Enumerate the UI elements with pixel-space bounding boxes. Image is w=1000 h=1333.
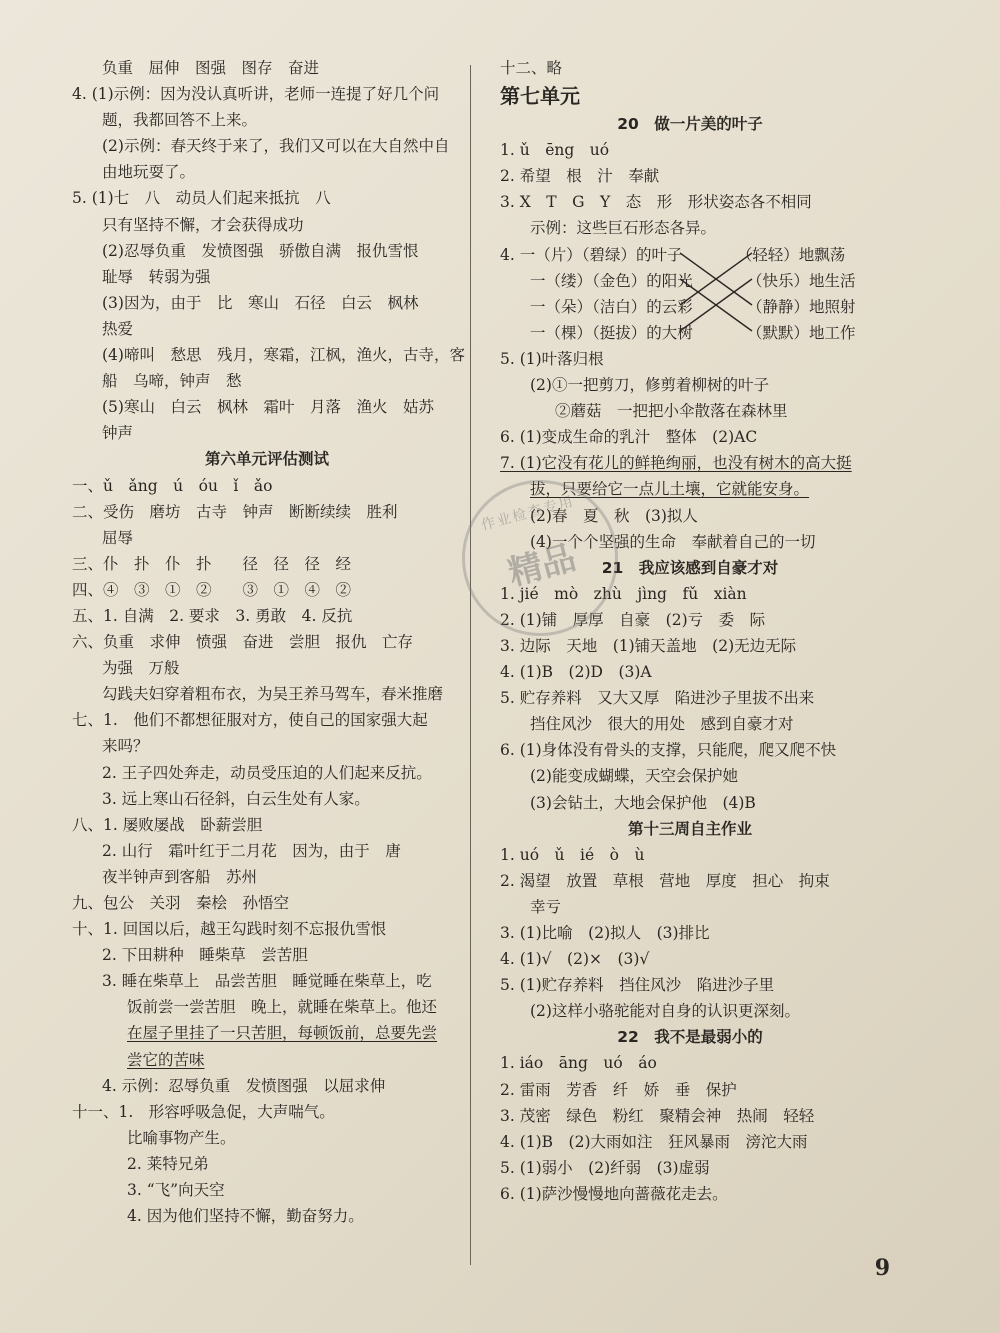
text-line: 负重 屈伸 图强 图存 奋进 [102, 59, 320, 77]
text-line: (5)寒山 白云 枫林 霜叶 月落 渔火 姑苏 [102, 398, 434, 417]
text-line: 在屋子里挂了一只苦胆，每顿饭前，总要先尝 [127, 1024, 438, 1043]
text-line: (4)啼叫 愁思 残月，寒霜，江枫，渔火，古寺，客 [102, 346, 465, 365]
text-line: 五、1. 自满 2. 要求 3. 勇敢 4. 反抗 [72, 606, 353, 625]
text-line: 3. 茂密 绿色 粉红 聚精会神 热闹 轻轻 [500, 1106, 815, 1125]
text-line: 九、包公 关羽 秦桧 孙悟空 [72, 894, 290, 912]
text-line: 5. (1)贮存养料 挡住风沙 陷进沙子里 [500, 976, 775, 995]
unit-title: 第七单元 [500, 84, 580, 109]
text-line: (2)春 夏 秋 (3)拟人 [530, 506, 698, 525]
text-line: (2)①一把剪刀，修剪着柳树的叶子 [530, 376, 769, 395]
text-line: 十一、1. 形容呼吸急促，大声喘气。 [72, 1102, 335, 1121]
text-line: 3. 睡在柴草上 品尝苦胆 睡觉睡在柴草上，吃 [102, 972, 432, 991]
text-line: 4. (1)B (2)大雨如注 狂风暴雨 滂沱大雨 [500, 1132, 808, 1151]
text-line: (2)能变成蝴蝶，天空会保护她 [530, 767, 738, 786]
text-line: 4. 因为他们坚持不懈，勤奋努力。 [127, 1207, 364, 1226]
text-line: 1. iáo āng uó áo [500, 1054, 657, 1073]
text-line: 1. jié mò zhù jìng fǔ xiàn [500, 584, 747, 603]
text-line: 4. (1)示例：因为没认真听讲，老师一连提了好几个问 [72, 85, 440, 104]
text-line: 勾践夫妇穿着粗布衣，为吴王养马驾车，春米推磨 [102, 685, 444, 704]
text-line: 由地玩耍了。 [102, 163, 196, 182]
text-line: 一（棵）（挺拔）的大树 （默默）地工作 [530, 323, 856, 342]
text-line: 热爱 [102, 319, 134, 338]
text-line: 为强 万般 [102, 659, 180, 678]
text-line: 3. 远上寒山石径斜，白云生处有人家。 [102, 789, 370, 808]
text-line: 6. (1)身体没有骨头的支撑，只能爬，爬又爬不快 [500, 741, 837, 760]
text-line: 八、1. 屡败屡战 卧薪尝胆 [72, 815, 263, 834]
text-line: 5. (1)七 八 动员人们起来抵抗 八 [72, 189, 331, 208]
text-line: 7. (1)它没有花儿的鲜艳绚丽，也没有树木的高大挺 [500, 454, 852, 473]
text-line: ②蘑菇 一把把小伞散落在森林里 [555, 402, 788, 421]
text-line: 5. 贮存养料 又大又厚 陷进沙子里拔不出来 [500, 689, 815, 708]
text-line: 耻辱 转弱为强 [102, 267, 211, 286]
text-line: 夜半钟声到客船 苏州 [102, 867, 258, 886]
text-line: (2)忍辱负重 发愤图强 骄傲自满 报仇雪恨 [102, 241, 419, 260]
section-title: 21 我应该感到自豪才对 [601, 558, 779, 577]
text-line: (4)一个个坚强的生命 奉献着自己的一切 [530, 532, 816, 551]
column-divider [470, 65, 471, 1265]
text-line: (3)会钻土，大地会保护他 (4)B [530, 793, 756, 812]
text-line: 1. uó ǔ ié ò ù [500, 845, 645, 864]
section-title: 20 做一片美的叶子 [617, 115, 763, 134]
matching-lines [680, 245, 760, 355]
text-line: 3. “飞”向天空 [127, 1181, 225, 1200]
stamp-text: 作业检查专用 [479, 493, 577, 534]
text-line: 4. 一（片）（碧绿）的叶子 （轻轻）地飘荡 [500, 245, 846, 264]
text-line: 6. (1)萨沙慢慢地向蔷薇花走去。 [500, 1184, 728, 1203]
text-line: 七、1. 他们不都想征服对方，使自己的国家强大起 [72, 711, 428, 730]
left-column [72, 55, 465, 1229]
text-line: (2)示例：春天终于来了，我们又可以在大自然中自 [102, 137, 450, 156]
text-line: (2)这样小骆驼能对自身的认识更深刻。 [530, 1002, 800, 1021]
text-line: 1. ǔ ēng uó [500, 141, 610, 160]
text-line: 3. X T G Y 态 形 形状姿态各不相同 [500, 193, 812, 212]
text-line: 十、1. 回国以后，越王勾践时刻不忘报仇雪恨 [72, 920, 387, 939]
text-line: 只有坚持不懈，才会获得成功 [102, 215, 304, 234]
page-number: 9 [874, 1255, 890, 1281]
text-line: 2. 希望 根 汁 奉献 [500, 167, 660, 186]
text-line: 5. (1)弱小 (2)纤弱 (3)虚弱 [500, 1158, 710, 1177]
text-line: 题，我都回答不上来。 [102, 111, 258, 130]
text-line: 六、负重 求伸 愤强 奋进 尝胆 报仇 亡存 [72, 633, 414, 652]
text-line: 5. (1)叶落归根 [500, 349, 604, 368]
text-line: 3. (1)比喻 (2)拟人 (3)排比 [500, 924, 710, 942]
text-line: 挡住风沙 很大的用处 感到自豪才对 [530, 715, 794, 734]
stamp-text: 精品 [504, 537, 581, 594]
section-title: 第六单元评估测试 [204, 450, 329, 469]
text-line: 一、ǔ ǎng ú óu ǐ ǎo [72, 476, 273, 495]
text-line: 示例：这些巨石形态各异。 [530, 219, 717, 238]
text-line: 3. 边际 天地 (1)铺天盖地 (2)无边无际 [500, 636, 797, 655]
text-line: 饭前尝一尝苦胆 晚上，就睡在柴草上。他还 [127, 998, 438, 1017]
text-line: 幸亏 [530, 897, 562, 916]
text-line: 2. (1)铺 厚厚 自豪 (2)亏 委 际 [500, 610, 766, 629]
text-line: 2. 下田耕种 睡柴草 尝苦胆 [102, 946, 308, 965]
text-line: 4. (1)B (2)D (3)A [500, 663, 652, 682]
text-line: 船 乌啼，钟声 愁 [102, 372, 242, 391]
text-line: 一（朵）（洁白）的云彩 （静静）地照射 [530, 297, 856, 316]
section-title: 第十三周自主作业 [627, 819, 752, 838]
text-line: 二、受伤 磨坊 古寺 钟声 断断续续 胜利 [72, 502, 398, 521]
text-line: 拔，只要给它一点儿土壤，它就能安身。 [530, 480, 810, 499]
text-line: 2. 雷雨 芳香 纤 娇 垂 保护 [500, 1080, 737, 1099]
text-line: 四、④ ③ ① ② ③ ① ④ ② [72, 580, 352, 599]
text-line: 2. 莱特兄弟 [127, 1154, 209, 1173]
text-line: 一（缕）（金色）的阳光 （快乐）地生活 [530, 271, 856, 290]
text-line: 三、仆 扑 仆 扑 径 径 径 经 [72, 554, 352, 573]
text-line: 4. 示例：忍辱负重 发愤图强 以屈求伸 [102, 1076, 386, 1095]
text-line: 十二、略 [500, 59, 563, 77]
text-line: 比喻事物产生。 [127, 1128, 236, 1147]
text-line: 尝它的苦味 [127, 1050, 205, 1069]
text-line: 屈辱 [102, 528, 134, 547]
text-line: 来吗？ [102, 737, 149, 756]
text-line: 4. (1)√ (2)× (3)√ [500, 950, 650, 969]
text-line: 2. 渴望 放置 草根 营地 厚度 担心 拘束 [500, 871, 830, 890]
section-title: 22 我不是最弱小的 [617, 1028, 763, 1047]
text-line: 2. 山行 霜叶红于二月花 因为，由于 唐 [102, 841, 401, 860]
text-line: (3)因为，由于 比 寒山 石径 白云 枫林 [102, 293, 419, 312]
text-line: 2. 王子四处奔走，动员受压迫的人们起来反抗。 [102, 763, 432, 782]
text-line: 6. (1)变成生命的乳汁 整体 (2)AC [500, 428, 758, 447]
text-line: 钟声 [102, 424, 134, 443]
